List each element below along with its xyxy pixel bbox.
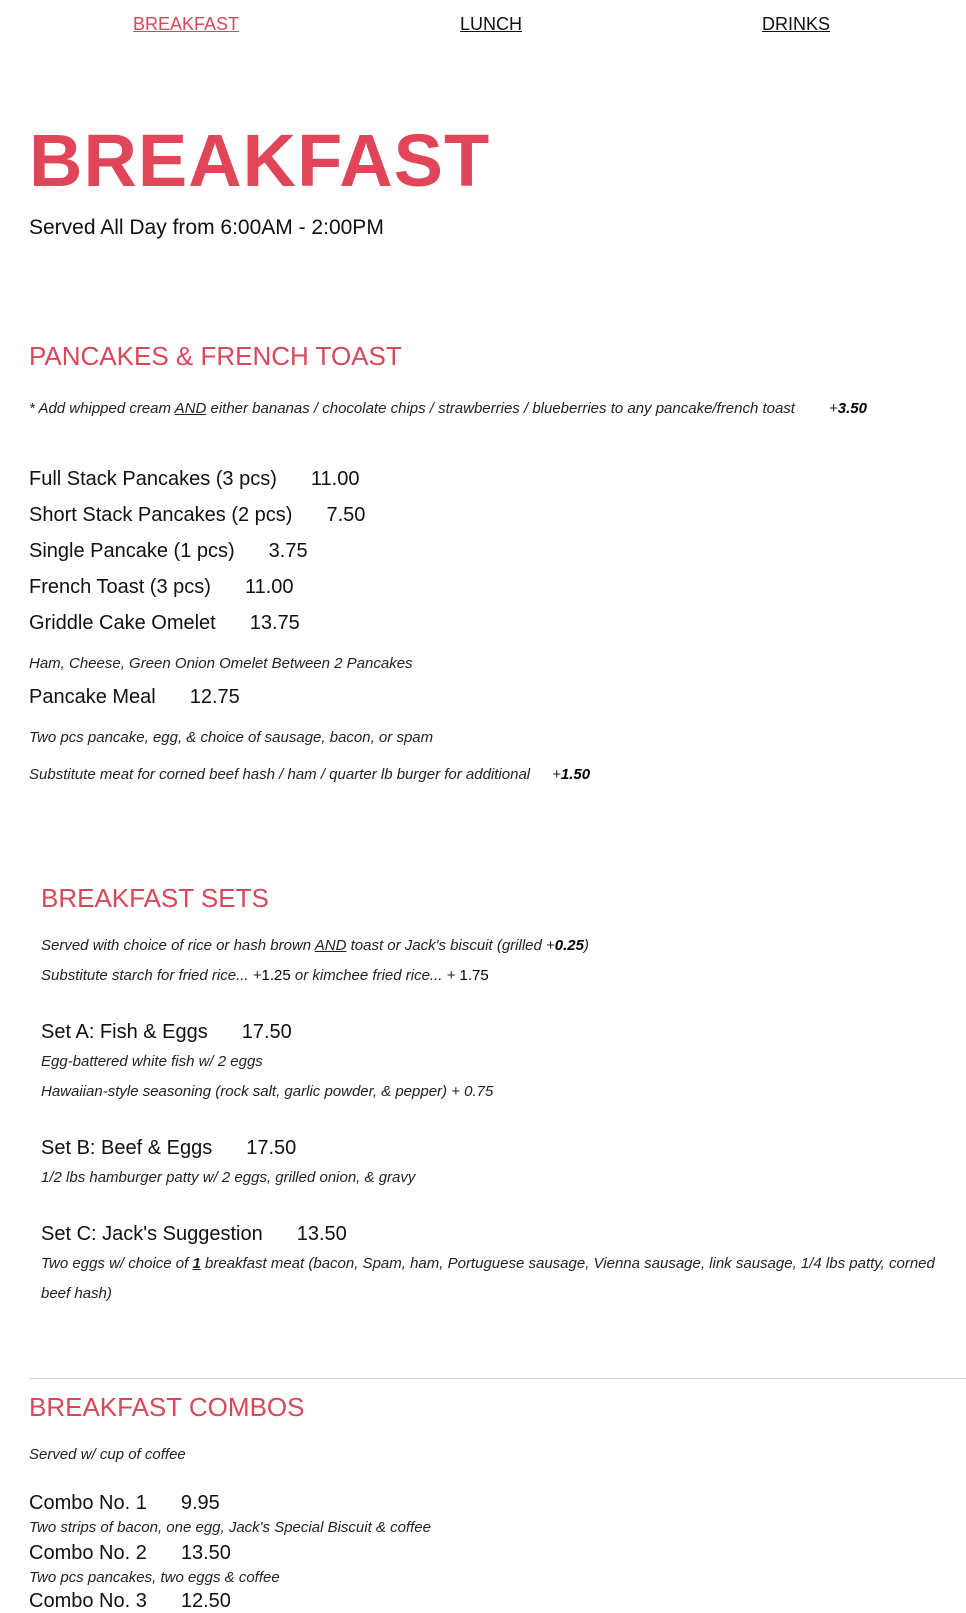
item-name: Short Stack Pancakes (2 pcs)	[29, 504, 293, 526]
set-c-description	[41, 1249, 941, 1309]
item-name: Set B: Beef & Eggs	[41, 1137, 213, 1159]
item-price: 3.75	[268, 540, 308, 562]
menu-item	[41, 1137, 296, 1160]
item-price: 11.00	[310, 468, 360, 490]
section-heading-combos: BREAKFAST COMBOS	[29, 1392, 305, 1422]
section-heading-sets: BREAKFAST SETS	[41, 883, 269, 913]
sets-served-note	[41, 937, 589, 954]
item-name: Combo No. 2	[29, 1542, 147, 1564]
item-price: 7.50	[326, 504, 366, 526]
set-c-text-rest: breakfast meat (bacon, Spam, ham, Portuguese sausage, Vienna sausage, link sausage, 1/4 lbs patty, corned beef hash)	[41, 1255, 935, 1302]
item-name: Combo No. 1	[29, 1492, 147, 1514]
pancake-addon-note	[29, 400, 867, 417]
starch-text: Substitute starch for fried rice... +	[41, 967, 262, 984]
nav-breakfast-link[interactable]: BREAKFAST	[133, 14, 240, 34]
addon-text: * Add whipped cream	[29, 400, 175, 417]
set-a-extra: Hawaiian-style seasoning (rock salt, garlic powder, & pepper) + 0.75	[41, 1083, 494, 1100]
menu-item	[41, 1021, 292, 1044]
page-title: BREAKFAST	[29, 119, 491, 202]
substitute-plus: +	[552, 766, 561, 783]
serving-hours: Served All Day from 6:00AM - 2:00PM	[29, 216, 384, 239]
item-price: 13.50	[296, 1223, 347, 1245]
item-price: 17.50	[241, 1021, 292, 1043]
combo-2-description: Two pcs pancakes, two eggs & coffee	[29, 1569, 280, 1586]
combos-served-note: Served w/ cup of coffee	[29, 1446, 186, 1463]
item-price: 17.50	[246, 1137, 297, 1159]
substitute-price: 1.50	[560, 766, 591, 783]
section-heading-pancakes: PANCAKES & FRENCH TOAST	[29, 341, 402, 371]
item-name: Single Pancake (1 pcs)	[29, 540, 235, 562]
pancake-meal-description: Two pcs pancake, egg, & choice of sausage, bacon, or spam	[29, 729, 434, 746]
menu-item	[29, 504, 365, 527]
addon-plus: +	[828, 400, 838, 417]
set-c-count: 1	[192, 1255, 201, 1272]
menu-item	[29, 468, 359, 491]
item-price: 11.00	[244, 576, 294, 598]
sets-starch-note	[41, 967, 489, 984]
substitute-text: Substitute meat for corned beef hash / ham / quarter lb burger for additional	[29, 766, 531, 783]
menu-item	[29, 540, 308, 563]
item-price: 13.50	[180, 1542, 231, 1564]
served-and: AND	[314, 937, 347, 954]
set-b-description: 1/2 lbs hamburger patty w/ 2 eggs, grilled onion, & gravy	[41, 1169, 416, 1186]
starch-price-1: 1.25	[261, 967, 291, 984]
item-name: Griddle Cake Omelet	[29, 612, 216, 634]
item-name: Combo No. 3	[29, 1590, 147, 1612]
item-price: 12.50	[180, 1590, 231, 1612]
item-name: Pancake Meal	[29, 686, 156, 708]
nav-lunch-link[interactable]: LUNCH	[460, 14, 523, 34]
omelet-description: Ham, Cheese, Green Onion Omelet Between 2 Pancakes	[29, 655, 413, 672]
item-price: 9.95	[180, 1492, 220, 1514]
item-name: Set A: Fish & Eggs	[41, 1021, 208, 1043]
served-text: Served with choice of rice or hash brown	[41, 937, 315, 954]
menu-item	[29, 1492, 220, 1515]
menu-item	[29, 576, 294, 599]
item-price: 13.75	[249, 612, 300, 634]
menu-item	[29, 1542, 231, 1565]
item-price: 12.75	[189, 686, 240, 708]
served-price: 0.25	[554, 937, 584, 954]
served-close: )	[583, 937, 589, 954]
addon-price: 3.50	[837, 400, 867, 417]
set-a-description: Egg-battered white fish w/ 2 eggs	[41, 1053, 263, 1070]
menu-item	[41, 1223, 347, 1246]
addon-and: AND	[174, 400, 207, 417]
starch-price-2: 1.75	[459, 967, 489, 984]
substitute-note	[29, 766, 590, 783]
item-name: French Toast (3 pcs)	[29, 576, 211, 598]
starch-text-mid: or kimchee fried rice... +	[290, 967, 460, 984]
section-divider	[29, 1378, 966, 1379]
served-text-mid: toast or Jack's biscuit (grilled +	[346, 937, 555, 954]
menu-item	[29, 686, 240, 709]
menu-item	[29, 612, 300, 635]
item-name: Set C: Jack's Suggestion	[41, 1223, 263, 1245]
addon-text-rest: either bananas / chocolate chips / strawberries / blueberries to any pancake/french toast	[206, 400, 795, 417]
nav-drinks-link[interactable]: DRINKS	[762, 14, 831, 34]
item-name: Full Stack Pancakes (3 pcs)	[29, 468, 277, 490]
set-c-text: Two eggs w/ choice of	[41, 1255, 193, 1272]
combo-1-description: Two strips of bacon, one egg, Jack's Special Biscuit & coffee	[29, 1519, 431, 1536]
